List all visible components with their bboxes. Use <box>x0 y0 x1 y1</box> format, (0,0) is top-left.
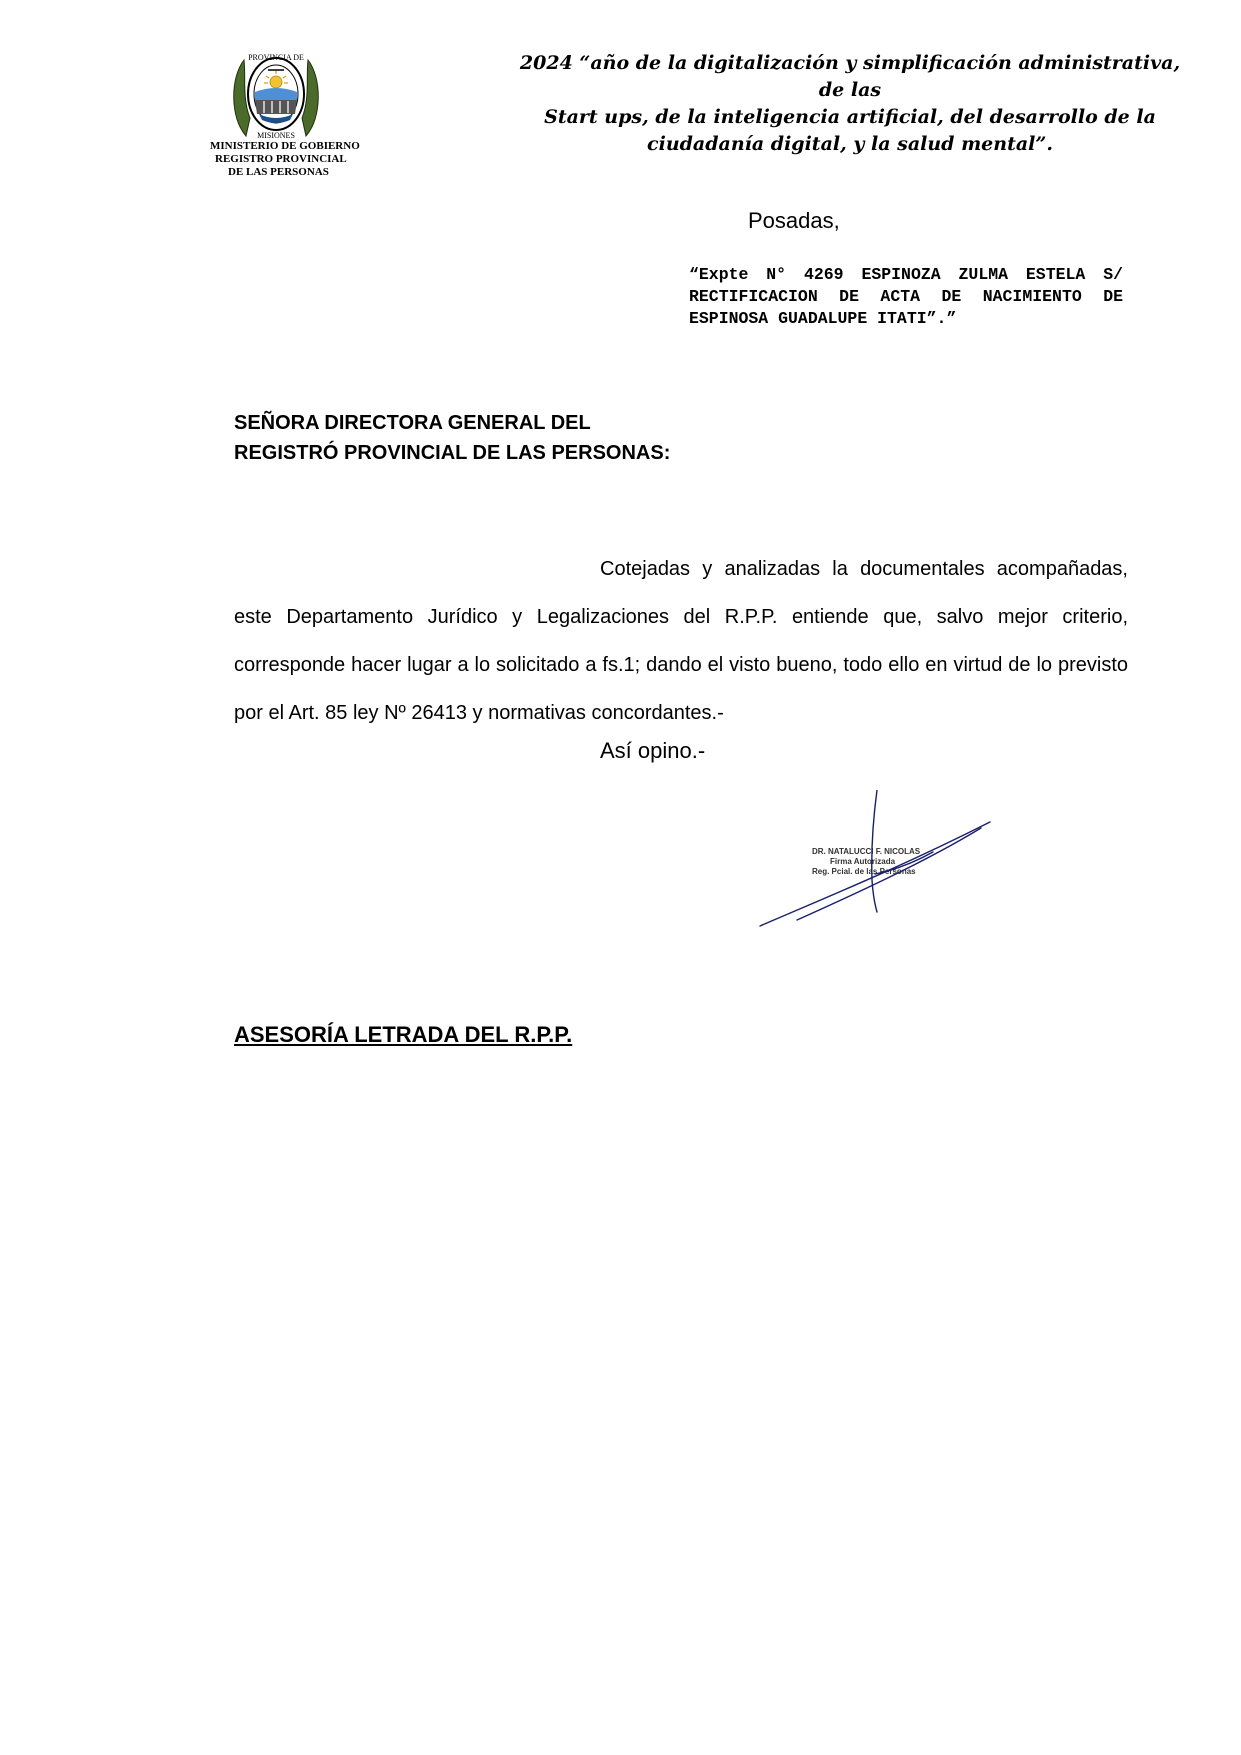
motto-line: Start ups, de la inteligencia artificial, del desarrollo de la <box>544 106 1156 128</box>
motto-line: 2024 “año de la digitalización y simplificación administrativa, de las <box>519 52 1181 101</box>
signature-stamp <box>755 790 995 930</box>
svg-text:MISIONES: MISIONES <box>257 131 295 140</box>
addressee-line: REGISTRÓ PROVINCIAL DE LAS PERSONAS: <box>234 442 671 464</box>
office-signature-line: ASESORÍA LETRADA DEL R.P.P. <box>234 1022 573 1047</box>
ministry-line: REGISTRO PROVINCIAL <box>215 153 347 165</box>
place-date: Posadas, <box>748 208 840 233</box>
ministry-line: MINISTERIO DE GOBIERNO <box>210 140 360 152</box>
opinion-body: Cotejadas y analizadas la documentales acompañadas, este Departamento Jurídico y Legalizaciones del R.P.P. entiende que, salvo mejor criterio, corresponde hacer lugar a lo solicitado a fs.1; dando el visto bueno, todo ello en virtud de lo previsto por el Art. 85 ley Nº 26413 y normativas concordantes.- <box>234 558 1128 724</box>
provincial-seal-icon <box>228 48 324 140</box>
closing-statement: Así opino.- <box>600 738 706 763</box>
ministry-line: DE LAS PERSONAS <box>228 166 329 178</box>
stamp-role: Firma Autorizada <box>830 857 896 866</box>
stamp-name: DR. NATALUCCI F. NICOLAS <box>812 847 921 856</box>
year-motto <box>505 50 1195 158</box>
addressee-line: SEÑORA DIRECTORA GENERAL DEL <box>234 412 591 434</box>
stamp-office: Reg. Pcial. de las Personas <box>812 867 916 876</box>
case-reference: “Expte N° 4269 ESPINOZA ZULMA ESTELA S/ RECTIFICACION DE ACTA DE NACIMIENTO DE ESPINOSA GUADALUPE ITATI”.” <box>689 265 1123 328</box>
svg-text:PROVINCIA DE: PROVINCIA DE <box>248 53 304 62</box>
motto-line: ciudadanía digital, y la salud mental”. <box>647 133 1053 155</box>
